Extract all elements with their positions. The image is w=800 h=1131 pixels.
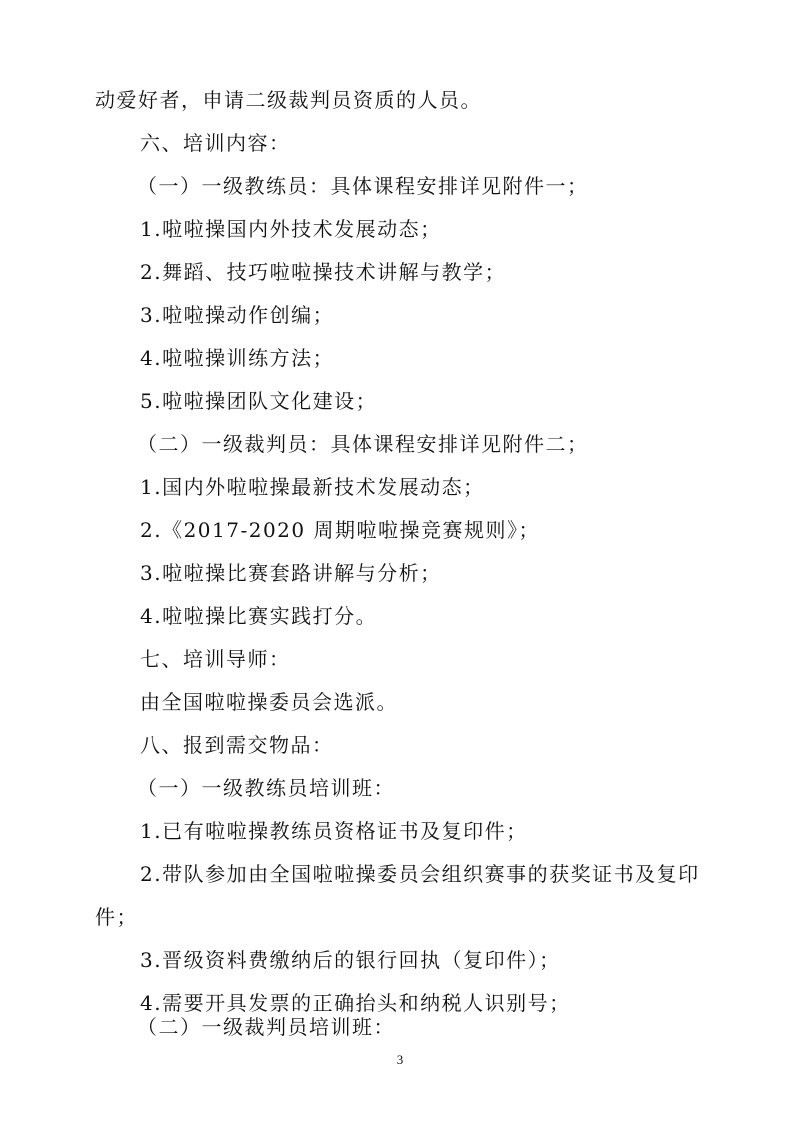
section-heading: 七、培训导师： — [140, 647, 291, 671]
list-item: 4.需要开具发票的正确抬头和纳税人识别号； — [140, 991, 571, 1015]
list-item: 3.晋级资料费缴纳后的银行回执（复印件）； — [140, 948, 561, 972]
text-line: 动爱好者，申请二级裁判员资质的人员。 — [95, 88, 482, 112]
list-item: 1.已有啦啦操教练员资格证书及复印件； — [140, 819, 528, 843]
subsection-heading-bottom: （二）一级裁判员培训班： — [137, 1015, 395, 1039]
list-item: 2.舞蹈、技巧啦啦操技术讲解与教学； — [140, 260, 507, 284]
subsection-heading: （一）一级教练员培训班： — [137, 776, 395, 800]
list-item: 4.啦啦操比赛实践打分。 — [140, 604, 378, 628]
subsection-heading: （二）一级裁判员：具体课程安排详见附件二； — [137, 432, 589, 456]
text-line: 由全国啦啦操委员会选派。 — [140, 690, 398, 714]
subsection-heading: （一）一级教练员：具体课程安排详见附件一； — [137, 174, 589, 198]
list-item: 2.《2017-2020 周期啦啦操竞赛规则》； — [140, 518, 540, 542]
list-item: 1.啦啦操国内外技术发展动态； — [140, 217, 442, 241]
section-heading: 八、报到需交物品： — [140, 733, 334, 757]
list-item: 4.啦啦操训练方法； — [140, 346, 335, 370]
list-item: 1.国内外啦啦操最新技术发展动态； — [140, 475, 485, 499]
list-item-continuation: 件； — [95, 905, 138, 929]
list-item: 3.啦啦操比赛套路讲解与分析； — [140, 561, 442, 585]
page-number: 3 — [396, 1052, 404, 1067]
list-item: 2.带队参加由全国啦啦操委员会组织赛事的获奖证书及复印 — [140, 862, 700, 886]
section-heading: 六、培训内容： — [140, 131, 291, 155]
list-item: 5.啦啦操团队文化建设； — [140, 389, 378, 413]
list-item: 3.啦啦操动作创编； — [140, 303, 335, 327]
